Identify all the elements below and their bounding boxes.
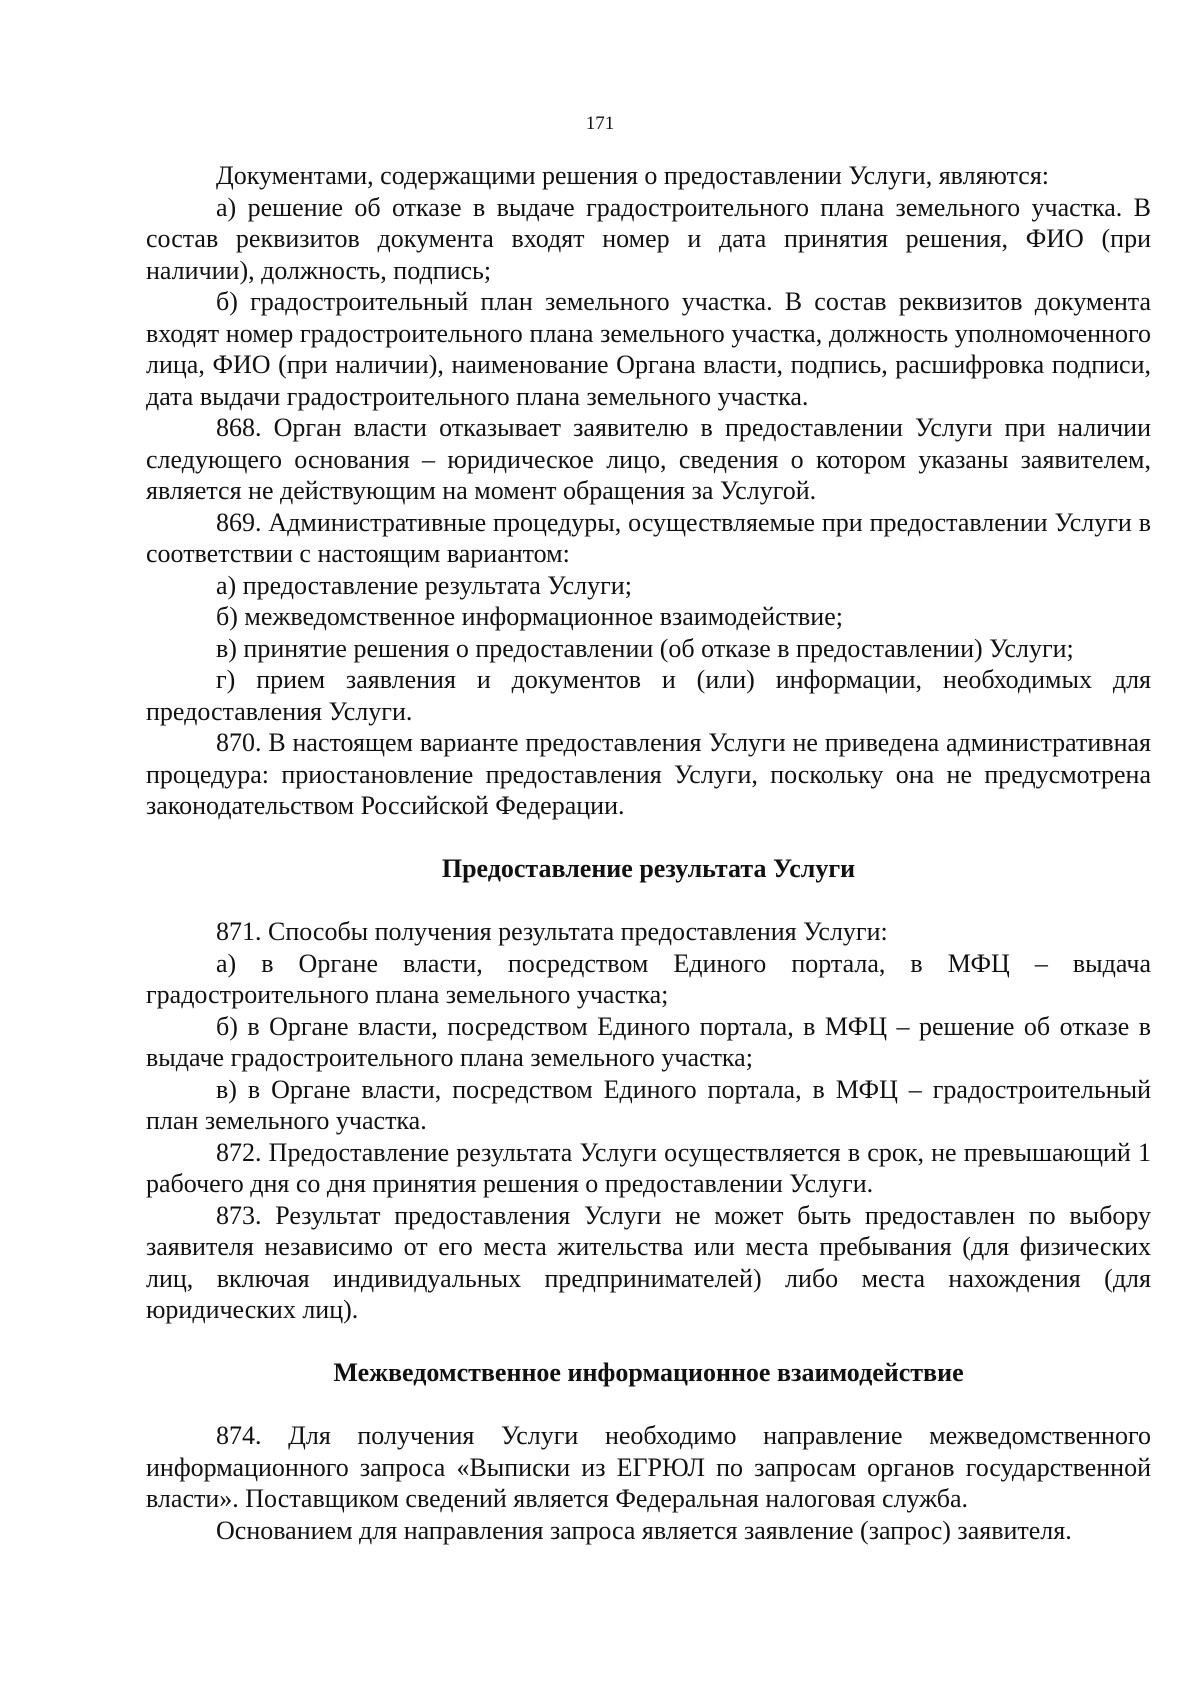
blank-line	[146, 885, 1151, 917]
blank-line	[146, 1326, 1151, 1358]
paragraph: 868. Орган власти отказывает заявителю в предоставлении Услуги при наличии следующего основания – юридическое лицо, сведения о котором указаны заявителем, является не действующим на момент обращения за Услугой.	[146, 413, 1151, 505]
paragraph: а) предоставление результата Услуги;	[216, 570, 632, 600]
blank-line	[146, 1389, 1151, 1421]
paragraph: 871. Способы получения результата предоставления Услуги:	[216, 917, 888, 946]
paragraph: Основанием для направления запроса является заявление (запрос) заявителя.	[216, 1515, 1072, 1545]
paragraph: в) в Органе власти, посредством Единого портала, в МФЦ – градостроительный план земельного участка.	[146, 1074, 1151, 1135]
paragraph: в) принятие решения о предоставлении (об отказе в предоставлении) Услуги;	[216, 633, 1074, 663]
paragraph: 873. Результат предоставления Услуги не может быть предоставлен по выбору заявителя независимо от его места жительства или места пребывания (для физических лиц, включая индивидуальных предпринимателей) либо места нахождения (для юридических лиц).	[146, 1200, 1151, 1324]
document-body	[146, 160, 1151, 1546]
section-heading: Предоставление результата Услуги	[441, 854, 856, 883]
blank-line	[146, 822, 1151, 854]
page-number: 171	[585, 113, 615, 134]
paragraph: 869. Административные процедуры, осуществляемые при предоставлении Услуги в соответствии с настоящим вариантом:	[146, 507, 1151, 568]
paragraph: б) в Органе власти, посредством Единого портала, в МФЦ – решение об отказе в выдаче градостроительного плана земельного участка;	[146, 1011, 1151, 1072]
paragraph: 872. Предоставление результата Услуги осуществляется в срок, не превышающий 1 рабочего дня со дня принятия решения о предоставлении Услуги.	[146, 1137, 1151, 1198]
paragraph: г) прием заявления и документов и (или) информации, необходимых для предоставления Услуги.	[146, 665, 1151, 726]
paragraph: б) градостроительный план земельного участка. В состав реквизитов документа входят номер градостроительного плана земельного участка, должность уполномоченного лица, ФИО (при наличии), наименование Органа власти, подпись, расшифровка подписи, дата выдачи градостроительного плана земельного участка.	[146, 287, 1151, 411]
paragraph: 870. В настоящем варианте предоставления Услуги не приведена административная процедура: приостановление предоставления Услуги, поскольку она не предусмотрена законодательством Российской Федерации.	[146, 728, 1151, 820]
paragraph: Документами, содержащими решения о предоставлении Услуги, являются:	[216, 161, 1050, 190]
paragraph: а) решение об отказе в выдаче градостроительного плана земельного участка. В состав реквизитов документа входят номер и дата принятия решения, ФИО (при наличии), должность, подпись;	[146, 192, 1151, 285]
paragraph: а) в Органе власти, посредством Единого портала, в МФЦ – выдача градостроительного плана земельного участка;	[146, 948, 1151, 1009]
paragraph: 874. Для получения Услуги необходимо направление межведомственного информационного запроса «Выписки из ЕГРЮЛ по запросам органов государственной власти». Поставщиком сведений является Федеральная налоговая служба.	[146, 1421, 1151, 1513]
section-heading: Межведомственное информационное взаимодействие	[333, 1358, 964, 1387]
paragraph: б) межведомственное информационное взаимодействие;	[216, 602, 843, 631]
